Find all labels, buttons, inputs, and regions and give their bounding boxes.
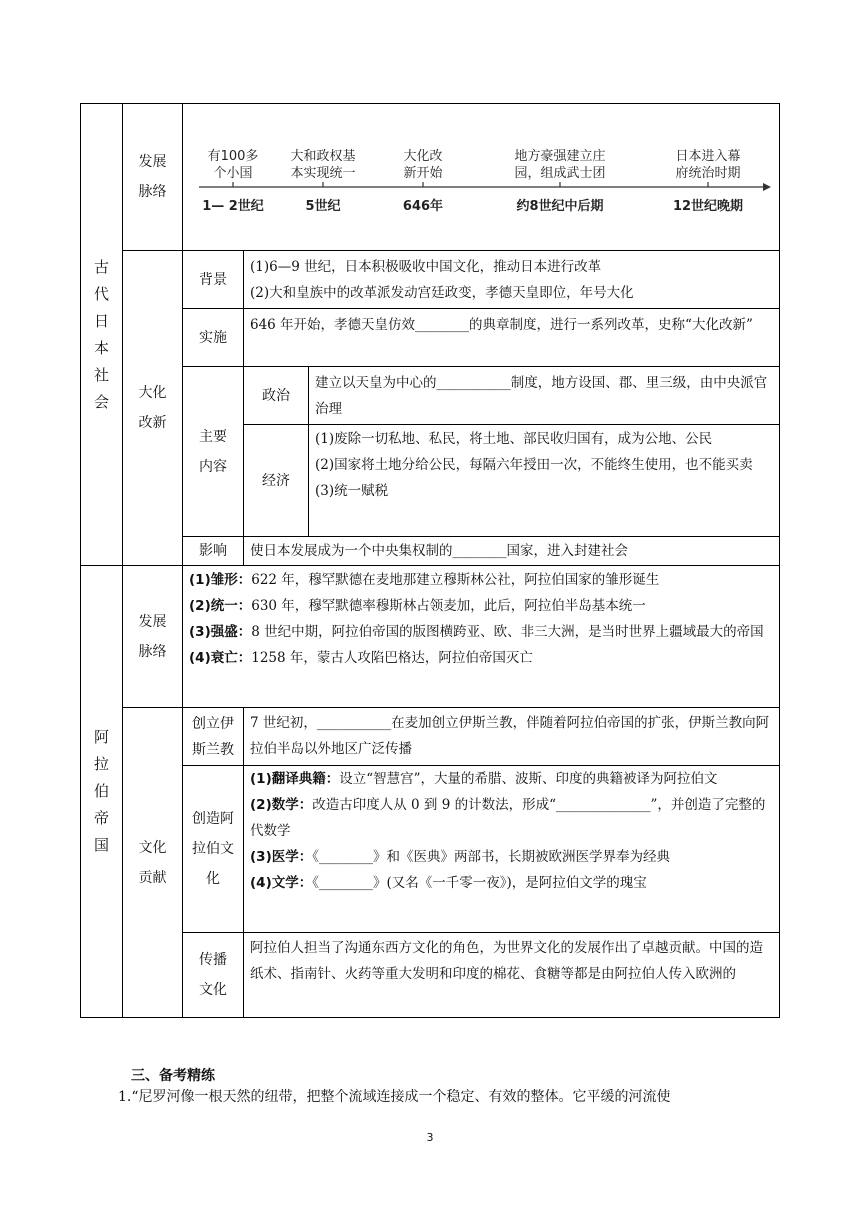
economy-label: 经济 <box>262 472 290 489</box>
arab-development-text: (1)雏形：622 年，穆罕默德在麦地那建立穆斯林公社，阿拉伯国家的雏形诞生 (2)统一：630 年，穆罕默德率穆斯林占领麦加，此后，阿拉伯半岛基本统一 (3)强盛：8 世纪中期，阿拉伯帝国的版图横跨亚、欧、非三大洲，是当时世界上疆域最大的帝国 (4)衰亡：1258 年，蒙古人攻陷巴格达，阿拉伯帝国灭亡 <box>189 572 764 666</box>
section-label-arab <box>81 566 122 1017</box>
economy-text: (1)废除一切私地、私民，将土地、部民收归国有，成为公地、公民 (2)国家将土地分给公民，每隔六年授田一次，不能终生使用，也不能买卖 (3)统一赋税 <box>315 431 753 499</box>
timeline-date: 1— 2世纪 <box>202 199 264 214</box>
implement-text: 646 年开始，孝德天皇仿效________的典章制度，进行一系列改革，史称“大化改新” <box>250 317 753 333</box>
section-label-char: 拉 <box>93 755 109 773</box>
impact-label: 影响 <box>199 543 227 559</box>
timeline-date: 12世纪晚期 <box>672 199 744 214</box>
background-label: 背景 <box>199 271 227 288</box>
practice-question: 1.“尼罗河像一根天然的纽带，把整个流域连接成一个稳定、有效的整体。它平缓的河流使 <box>118 1089 671 1105</box>
section-label-char: 国 <box>93 836 109 854</box>
timeline-date: 约8世纪中后期 <box>516 199 604 214</box>
timeline-event: 大和政权基 本实现统一 <box>290 149 356 181</box>
timeline-date: 646年 <box>402 199 444 214</box>
culture-label: 文化贡献 <box>138 839 167 886</box>
japan-timeline <box>183 104 779 250</box>
section-label-char: 本 <box>93 338 109 357</box>
page-number: 3 <box>426 1131 434 1144</box>
politics-label: 政治 <box>262 387 290 404</box>
implement-label: 实施 <box>199 329 227 346</box>
background-text: (1)6—9 世纪，日本积极吸收中国文化，推动日本进行改革 (2)大和皇族中的改革派发动宫廷政变，孝德天皇即位，年号大化 <box>250 259 634 301</box>
practice-heading: 三、备考精练 <box>131 1068 215 1084</box>
taika-label: 大化改新 <box>138 385 167 431</box>
japan-section-label <box>94 254 109 416</box>
content-label: 主要内容 <box>199 428 227 475</box>
section-label-char: 社 <box>93 365 109 384</box>
section-label-char: 代 <box>93 284 109 303</box>
section-label-char: 古 <box>93 257 109 276</box>
section-label-japan <box>81 104 122 565</box>
spread-label: 传播文化 <box>199 952 227 998</box>
japan-development-label: 发展脉络 <box>138 154 167 200</box>
timeline-event: 地方豪强建立庄 园，组成武士团 <box>514 149 606 181</box>
section-label-char: 帝 <box>93 809 109 827</box>
create-culture-text: (1)翻译典籍：设立“智慧宫”，大量的希腊、波斯、印度的典籍被译为阿拉伯文 (2)数学：改造古印度人从 0 到 9 的计数法，形成“______________”，并创造了完整的代数学 (3)医学：《________》和《医典》两部书，长期被欧洲医学界奉为经典 (4)文学：《________》(又名《一千零一夜》)，是阿拉伯文学的瑰宝 <box>250 771 766 891</box>
islam-label: 创立伊斯兰教 <box>192 715 234 758</box>
section-label-char: 伯 <box>93 782 109 800</box>
politics-text: 建立以天皇为中心的___________制度，地方设国、郡、里三级，由中央派官治理 <box>315 375 768 417</box>
impact-text: 使日本发展成为一个中央集权制的________国家，进入封建社会 <box>250 543 628 559</box>
section-label-char: 阿 <box>93 728 109 746</box>
spread-text: 阿拉伯人担当了沟通东西方文化的角色，为世界文化的发展作出了卓越贡献。中国的造纸术、指南针、火药等重大发明和印度的棉花、食糖等都是由阿拉伯人传入欧洲的 <box>250 940 763 982</box>
create-culture-label: 创造阿拉伯文化 <box>192 811 234 887</box>
islam-text: 7 世纪初，___________在麦加创立伊斯兰教，伴随着阿拉伯帝国的扩张，伊斯兰教向阿拉伯半岛以外地区广泛传播 <box>250 715 770 757</box>
timeline-date: 5世纪 <box>305 199 341 214</box>
timeline-event: 日本进入幕 府统治时期 <box>675 149 741 181</box>
arab-development-label: 发展脉络 <box>138 613 167 660</box>
arab-section-label <box>94 724 109 859</box>
timeline-event: 有100多 个小国 <box>207 149 259 181</box>
timeline-event: 大化改 新开始 <box>403 149 443 181</box>
section-label-char: 会 <box>93 392 109 411</box>
section-label-char: 日 <box>93 311 109 330</box>
